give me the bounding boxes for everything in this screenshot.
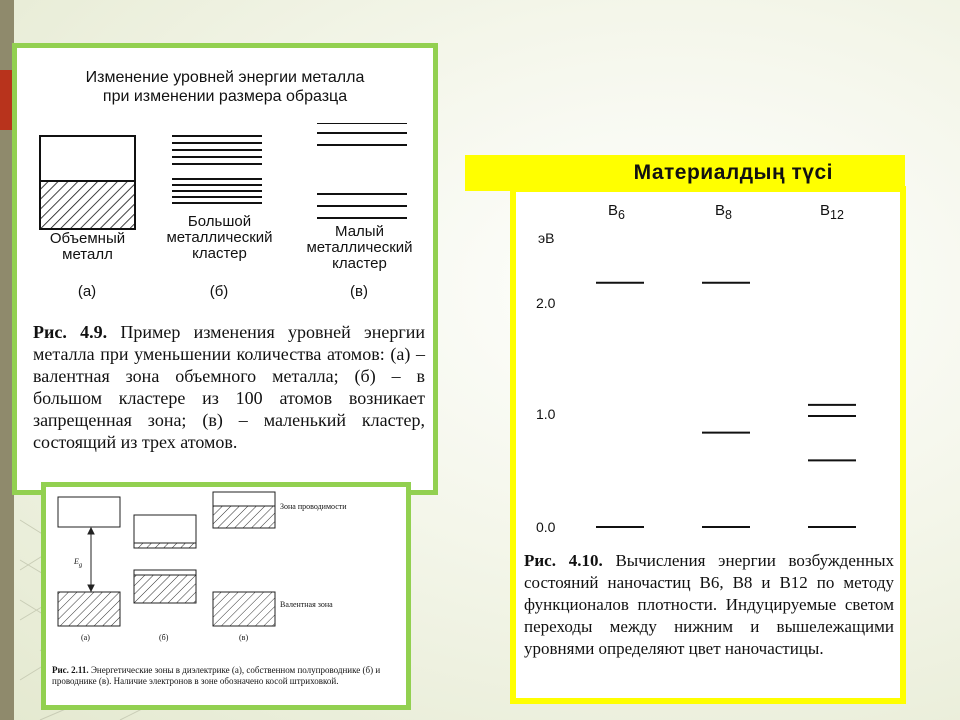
b12-base: B [820,202,831,219]
tick-2-0: 2.0 [536,295,556,311]
insulator-bands [58,497,120,626]
b8-base: B [715,202,726,219]
label-c-line3: кластер [332,255,387,272]
b6-base: B [608,202,619,219]
eg-symbol: E [74,557,79,566]
fig49-caption [33,321,425,453]
fig49-tag-c: (в) [350,283,368,300]
label-b-line3: кластер [192,245,247,262]
energy-levels-plot [516,192,900,542]
label-a-line2: металл [62,246,113,263]
fig410-caption [524,550,894,660]
tick-1-0: 1.0 [536,406,556,422]
label-b-line2: металлический [166,229,273,246]
fig211-tag-a: (а) [81,633,90,642]
b6-sub: 6 [618,208,625,222]
conduction-band-label: Зона проводимости [280,502,347,511]
fig49-label-c [297,224,422,272]
semiconductor-bands [134,515,196,603]
large-cluster-levels [172,136,262,203]
fig410-caption-label: Рис. 4.10. [524,551,603,570]
fig211-tag-c: (в) [239,633,249,642]
b8-sub: 8 [725,208,732,222]
fig211-caption-text: Энергетические зоны в диэлектрике (а), собственном полупроводнике (б) и проводнике (в). Наличие электронов в зоне обозначено косой штриховкой. [52,665,381,686]
conductor-bands [213,492,275,626]
eg-subscript: g [78,561,83,569]
fig49-tag-b: (б) [209,283,229,300]
b12-sub: 12 [830,208,844,222]
bulk-metal-band [40,136,135,229]
fig211-caption [52,665,407,687]
fig211-caption-label: Рис. 2.11. [52,665,89,675]
fig211-tag-b: (б) [159,633,169,642]
tick-0-0: 0.0 [536,519,556,535]
fig49-heading-line1: Изменение уровней энергии металла [85,69,365,86]
figure-4-9-panel [12,43,438,495]
band-gap-label [74,557,82,569]
fig49-label-b [157,214,282,262]
figure-2-11-panel [41,482,411,710]
label-b-line1: Большой [187,213,252,230]
fig49-caption-label: Рис. 4.9. [33,322,108,342]
figure-4-10-panel [510,186,906,704]
fig49-tag-a: (а) [77,283,97,300]
fig211-band-diagram [46,487,406,642]
fig49-caption-text: Пример изменения уровней энергии металла при уменьшении количества атомов: (а) – валентная зона объемного металла; (б) – в большом кластере из 100 атомов возникает запрещенная зона; (в) – маленький кластер, состоящий из трех атомов. [33,322,426,452]
label-a-line1: Объемный [49,230,126,247]
slide-title: Материалдың түсі [465,155,905,191]
valence-band-label: Валентная зона [280,600,333,609]
fig49-label-a [35,231,140,263]
label-c-line1: Малый [335,223,384,240]
energy-unit-label: эВ [538,230,555,246]
fig410-caption-text: Вычисления энергии возбужденных состояний наночастиц B6, B8 и B12 по методу функционалов плотности. Индуцируемые светом переходы между нижним и вышележащими уровнями определяют цвет наночастицы. [524,551,894,658]
small-cluster-levels [317,123,407,218]
fig49-heading-line2: при изменении размера образца [102,88,348,105]
label-c-line2: металлический [306,239,413,256]
